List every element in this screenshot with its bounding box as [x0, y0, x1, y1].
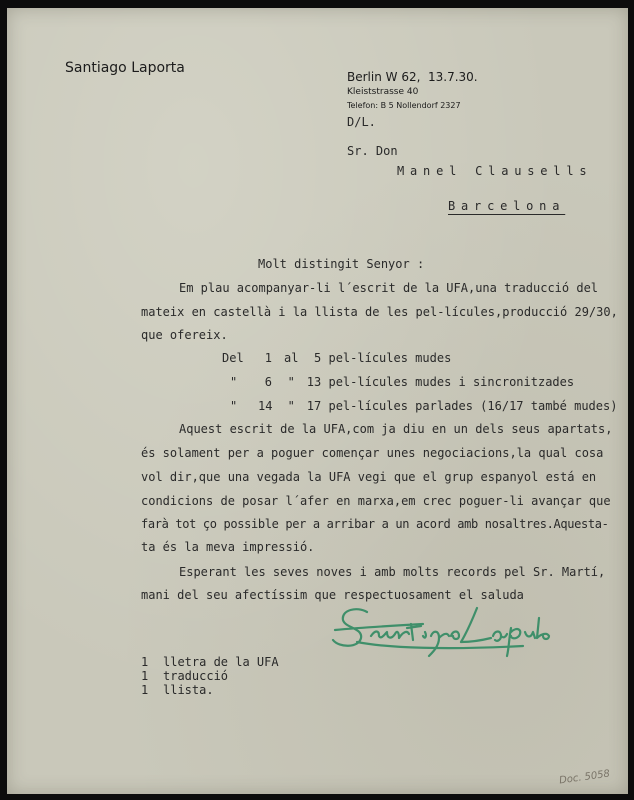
paragraph2-line: és solament per a poguer començar unes negociacions,la qual cosa [141, 446, 604, 460]
film-row-to: 13 [306, 375, 322, 389]
addressee-name: Manel Clausells [397, 164, 593, 178]
paragraph2-line: Aquest escrit de la UFA,com ja diu en un dels seus apartats, [179, 422, 613, 436]
paragraph2-line: vol dir,que una vegada la UFA vegi que el grup espanyol está en [141, 470, 597, 484]
enclosure-qty: 1 [141, 669, 149, 683]
film-row-mid: " [287, 375, 295, 389]
greeting: Molt distingit Senyor : [258, 257, 425, 271]
film-row-prefix: " [230, 375, 238, 389]
film-row [222, 375, 574, 389]
film-row-from: 1 [264, 351, 272, 365]
enclosure-item [141, 669, 228, 683]
paragraph1-line: mateix en castellà i la llista de les pel-lícules,producció 29/30, [141, 305, 618, 319]
paragraph3-line: mani del seu afectíssim que respectuosament el saluda [141, 588, 524, 602]
film-row-from: 14 [258, 399, 273, 413]
archive-mark: Doc. 5058 [558, 768, 611, 787]
film-row-desc: pel-lícules parlades (16/17 també mudes) [328, 399, 618, 413]
paragraph1-line: Em plau acompanyar-li l´escrit de la UFA,una traducció del [179, 281, 599, 295]
film-row-mid: " [287, 399, 295, 413]
letter-date: 13.7.30. [428, 70, 478, 84]
film-row-desc: pel-lícules mudes i sincronitzades [328, 375, 575, 389]
film-row-prefix: Del [222, 351, 244, 365]
enclosure-name: traducció [163, 669, 229, 683]
film-row-prefix: " [230, 399, 238, 413]
letterhead-street: Kleiststrasse 40 [347, 87, 419, 97]
addressee-title: Sr. Don [347, 144, 398, 158]
film-row-desc: pel-lícules mudes [328, 351, 452, 365]
film-row-from: 6 [264, 375, 272, 389]
film-row [222, 399, 617, 413]
signature-image [327, 598, 557, 658]
film-row [222, 351, 451, 365]
letterhead-name: Santiago Laporta [65, 60, 185, 76]
film-row-mid: al [284, 351, 299, 365]
addressee-city: Barcelona [448, 199, 566, 213]
letter-sheet [7, 8, 628, 794]
handwritten-signature [327, 598, 557, 663]
enclosure-qty: 1 [141, 655, 149, 669]
enclosure-qty: 1 [141, 683, 149, 697]
paragraph3-line: Esperant les seves noves i amb molts records pel Sr. Martí, [179, 565, 606, 579]
letterhead-phone: Telefon: B 5 Nollendorf 2327 [347, 101, 461, 110]
enclosure-item [141, 655, 279, 669]
paragraph1-line: que ofereix. [141, 328, 228, 342]
paragraph2-line: ta és la meva impressió. [141, 540, 315, 554]
enclosure-item [141, 683, 214, 697]
reference-mark: D/L. [347, 115, 376, 129]
paragraph2-line: farà tot ço possible per a arribar a un acord amb nosaltres.Aquesta- [141, 517, 609, 531]
film-row-to: 17 [306, 399, 322, 413]
paragraph2-line: condicions de posar l´afer en marxa,em crec poguer-li avançar que [141, 494, 611, 508]
film-row-to: 5 [314, 351, 322, 365]
enclosure-name: llista. [163, 683, 214, 697]
letterhead-city: Berlin W 62, [347, 70, 421, 84]
enclosure-name: lletra de la UFA [163, 655, 279, 669]
